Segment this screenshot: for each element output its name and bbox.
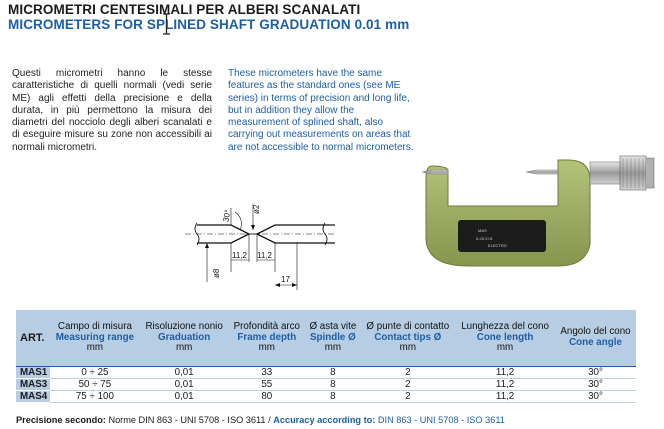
cell-range: 0 ÷ 25	[50, 367, 140, 379]
cell-depth: 33	[228, 367, 305, 379]
precision-note	[16, 415, 505, 425]
row-code: MAS4	[16, 391, 50, 403]
precision-value-en: DIN 863 - UNI 5708 - ISO 3611	[377, 415, 505, 425]
cell-cone-length: 11,2	[455, 379, 555, 391]
dim2-label: 11,2	[257, 251, 272, 260]
cell-graduation: 0,01	[140, 379, 229, 391]
cell-spindle: 8	[305, 367, 360, 379]
precision-label-en: Accuracy according to:	[273, 415, 376, 425]
cell-tips: 2	[361, 367, 456, 379]
table-row	[16, 379, 636, 391]
title-italian: MICROMETRI CENTESIMALI PER ALBERI SCANALATI	[8, 2, 361, 17]
table-row	[16, 367, 636, 379]
col-header-depth: Profondità arco Frame depth mm	[228, 310, 305, 367]
technical-drawing	[185, 190, 335, 290]
col-header-cone-angle: Angolo del cono Cone angle	[555, 310, 636, 367]
description-italian: Questi micrometri hanno le stesse caratteristiche di quelli normali (vedi serie ME) agli effetti della precisione e della durata, in più permettono la misura dei diametri del nocciolo degli alberi scanalati e di eseguire misure su zone non accessibili ai normali micrometri.	[12, 68, 212, 153]
col-header-spindle: Ø asta vite Spindle Ø mm	[305, 310, 360, 367]
cell-tips: 2	[361, 391, 456, 403]
cell-cone-angle: 30°	[555, 391, 636, 403]
art-header: ART.	[16, 310, 50, 367]
svg-text:0-25 0.01: 0-25 0.01	[476, 236, 493, 241]
specifications-table	[16, 310, 636, 403]
dim1-label: 11,2	[232, 251, 247, 260]
title-english: MICROMETERS FOR SPLINED SHAFT GRADUATION 0.01 mm	[8, 17, 410, 32]
row-code: MAS1	[16, 367, 50, 379]
cell-spindle: 8	[305, 391, 360, 403]
cell-cone-length: 11,2	[455, 391, 555, 403]
dia8-label: ø8	[212, 268, 221, 278]
cell-graduation: 0,01	[140, 367, 229, 379]
micrometer-photo	[418, 148, 658, 278]
table-row	[16, 391, 636, 403]
cell-range: 75 ÷ 100	[50, 391, 140, 403]
angle-label: 30°	[221, 209, 233, 223]
col-header-range: Campo di misura Measuring range mm	[50, 310, 140, 367]
row-code: MAS3	[16, 379, 50, 391]
cell-spindle: 8	[305, 379, 360, 391]
col-header-tips: Ø punte di contatto Contact tips Ø mm	[361, 310, 456, 367]
col-header-cone-length: Lunghezza del cono Cone length mm	[455, 310, 555, 367]
cell-depth: 55	[228, 379, 305, 391]
description-english: These micrometers have the same features as the standard ones (see ME series) in terms of precision and long life, but in addition they allow the measurement of splined shaft, also carrying out measurements on areas that are not accessible to normal micrometers.	[228, 68, 414, 153]
cell-graduation: 0,01	[140, 391, 229, 403]
dim3-label: 17	[281, 275, 290, 284]
cell-depth: 80	[228, 391, 305, 403]
precision-label-it: Precisione secondo:	[16, 415, 106, 425]
precision-value-it: Norme DIN 863 - UNI 5708 - ISO 3611	[108, 415, 266, 425]
cell-tips: 2	[361, 379, 456, 391]
cell-cone-length: 11,2	[455, 367, 555, 379]
cell-range: 50 ÷ 75	[50, 379, 140, 391]
text-cursor-icon	[162, 13, 171, 35]
col-header-graduation: Risoluzione nonio Graduation mm	[140, 310, 229, 367]
cell-cone-angle: 30°	[555, 379, 636, 391]
svg-text:MAS: MAS	[478, 228, 487, 233]
precision-separator: /	[265, 415, 274, 425]
dia2-label: ø2	[252, 204, 261, 214]
svg-text:ELECTRO: ELECTRO	[488, 243, 507, 248]
cell-cone-angle: 30°	[555, 367, 636, 379]
